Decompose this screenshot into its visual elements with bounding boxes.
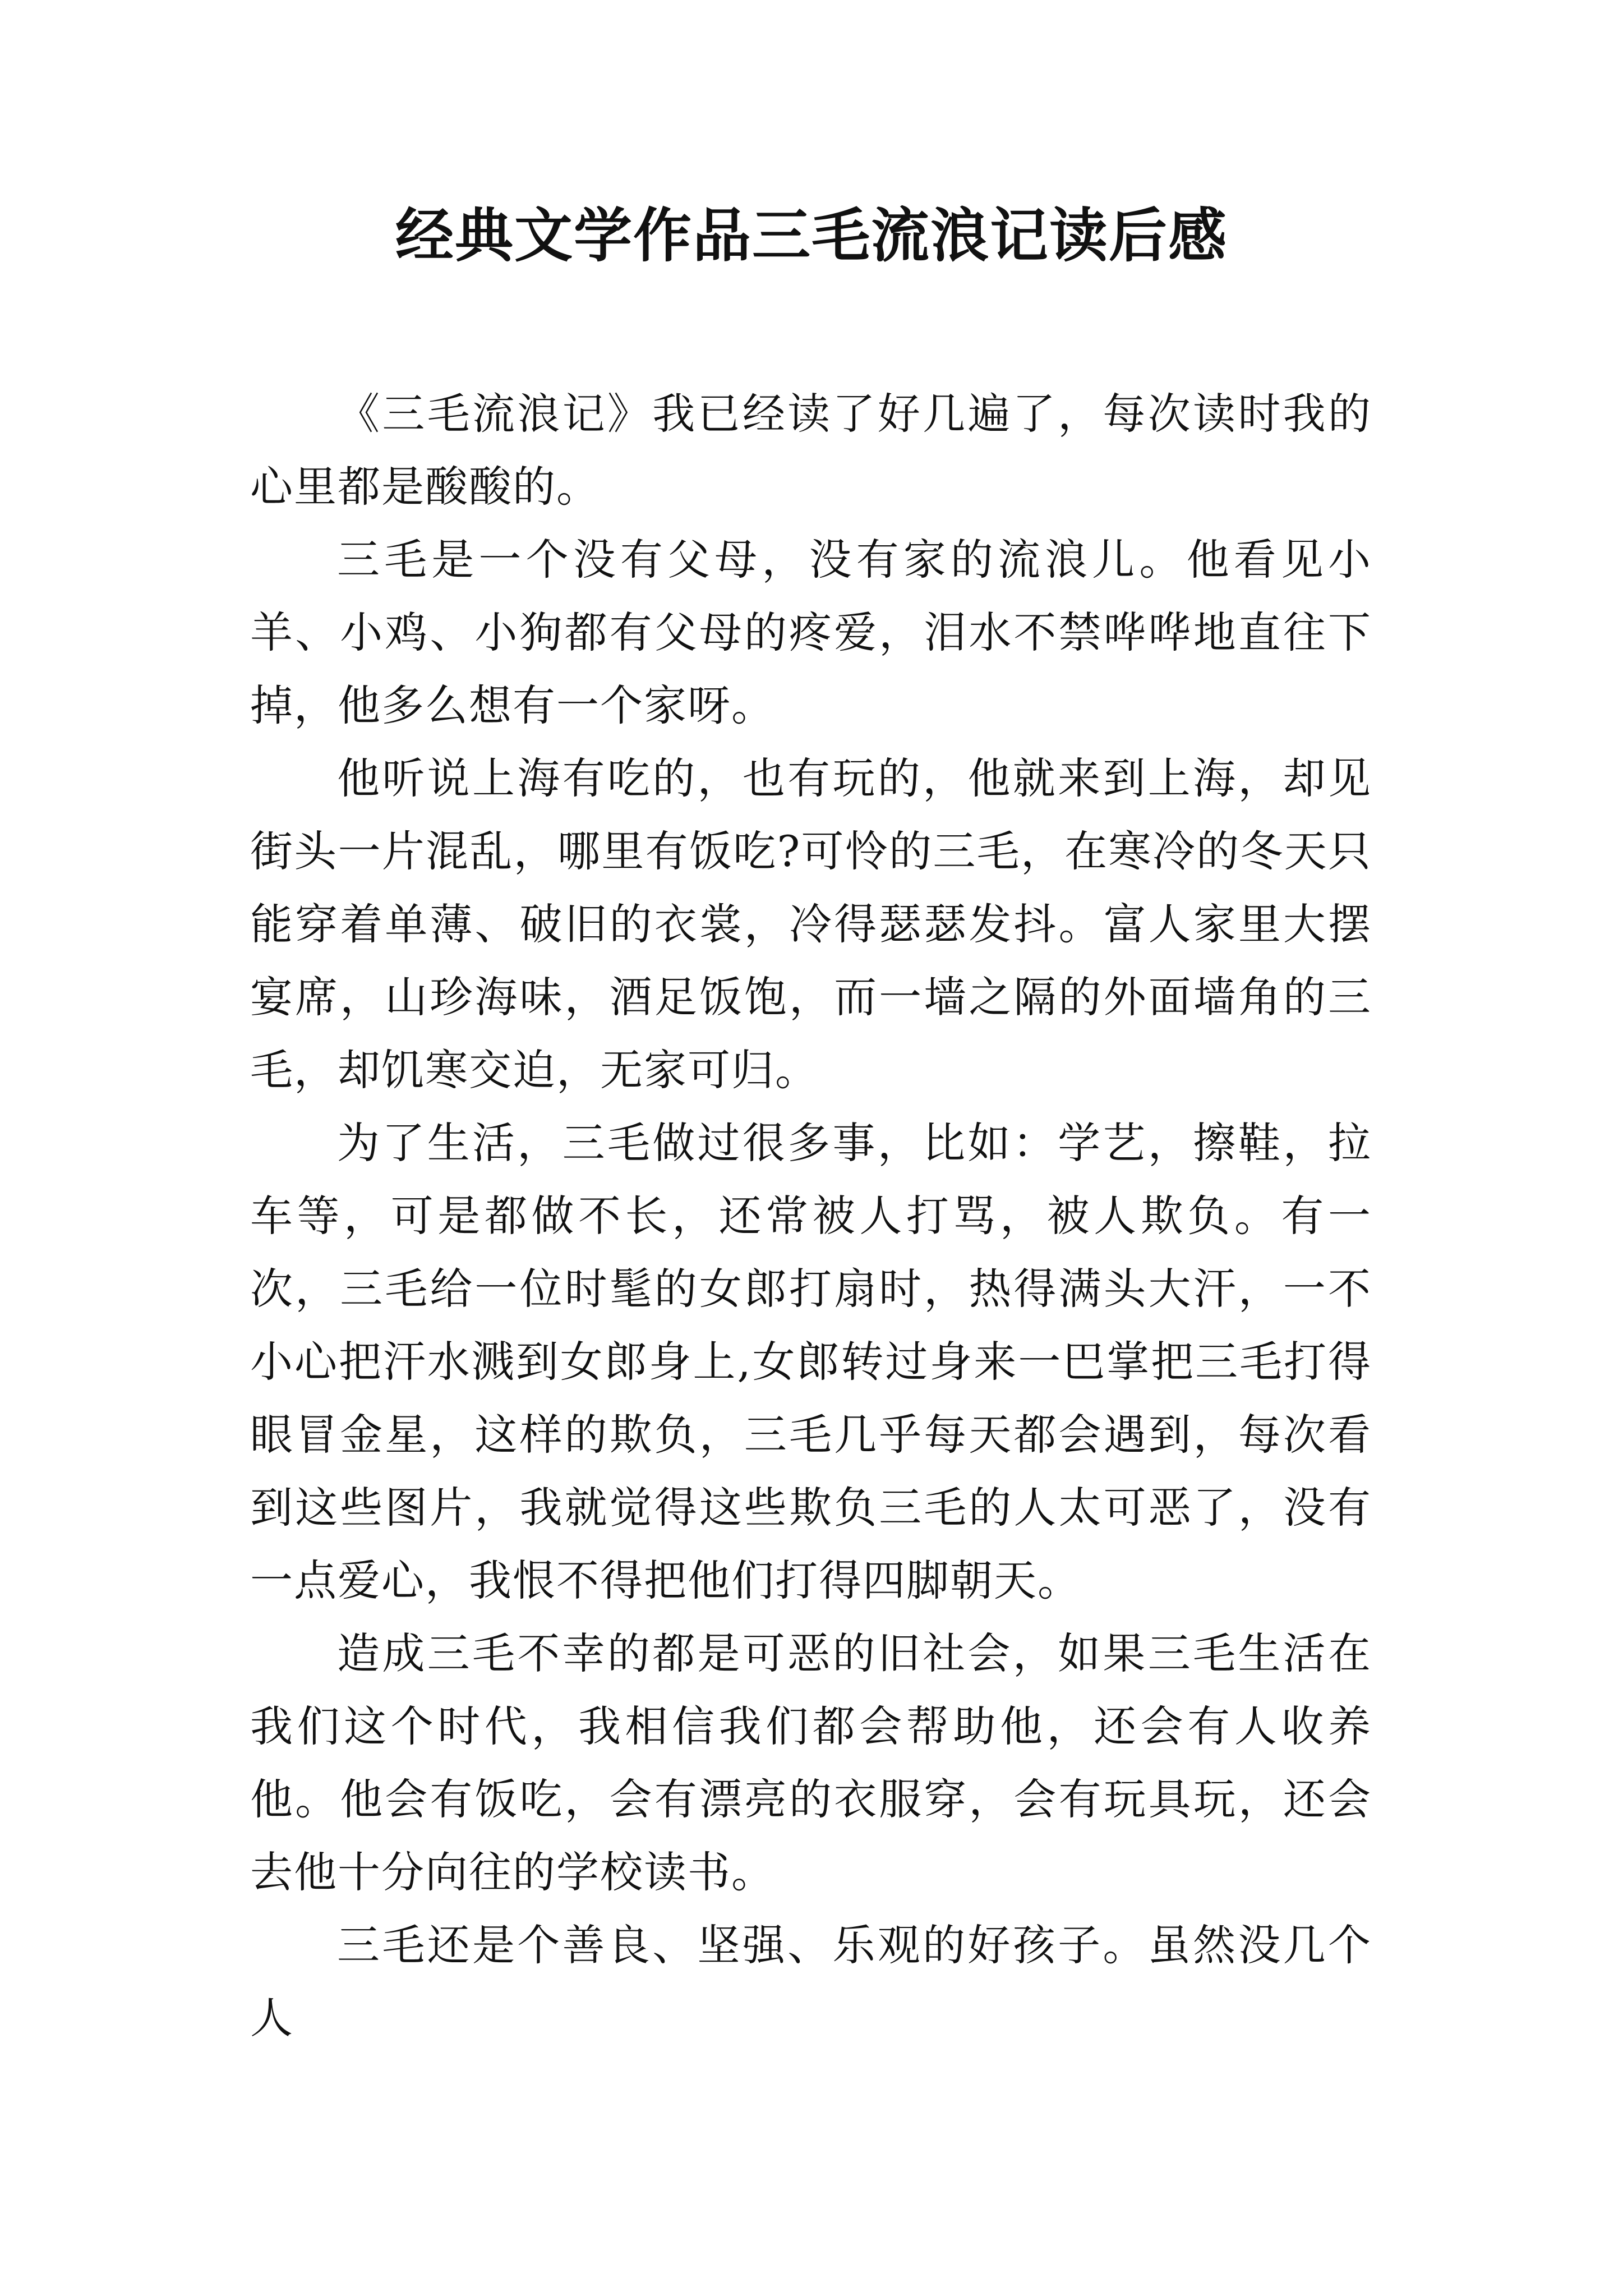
paragraph-2: 三毛是一个没有父母，没有家的流浪儿。他看见小羊、小鸡、小狗都有父母的疼爱，泪水不禁哗哗地直往下掉，他多么想有一个家呀。 [250,535,1372,730]
paragraph-4: 为了生活，三毛做过很多事，比如：学艺，擦鞋，拉车等，可是都做不长，还常被人打骂，被人欺负。有一次，三毛给一位时髦的女郎打扇时，热得满头大汗，一不小心把汗水溅到女郎身上,女郎转过身来一巴掌把三毛打得眼冒金星，这样的欺负，三毛几乎每天都会遇到，每次看到这些图片，我就觉得这些欺负三毛的人太可恶了，没有一点爱心，我恨不得把他们打得四脚朝天。 [250,1118,1372,1605]
document-body [250,378,1372,2055]
paragraph-6: 三毛还是个善良、坚强、乐观的好孩子。虽然没几个人 [250,1920,1372,2043]
paragraph-1: 《三毛流浪记》我已经读了好几遍了，每次读时我的心里都是酸酸的。 [250,389,1372,512]
document-title: 经典文学作品三毛流浪记读后感 [395,201,1228,270]
paragraph-3: 他听说上海有吃的，也有玩的，他就来到上海，却见街头一片混乱，哪里有饭吃?可怜的三毛，在寒冷的冬天只能穿着单薄、破旧的衣裳，冷得瑟瑟发抖。富人家里大摆宴席，山珍海味，酒足饭饱，而一墙之隔的外面墙角的三毛，却饥寒交迫，无家可归。 [250,753,1372,1095]
paragraph-5: 造成三毛不幸的都是可恶的旧社会，如果三毛生活在我们这个时代，我相信我们都会帮助他，还会有人收养他。他会有饭吃，会有漂亮的衣服穿，会有玩具玩，还会去他十分向往的学校读书。 [250,1628,1372,1897]
